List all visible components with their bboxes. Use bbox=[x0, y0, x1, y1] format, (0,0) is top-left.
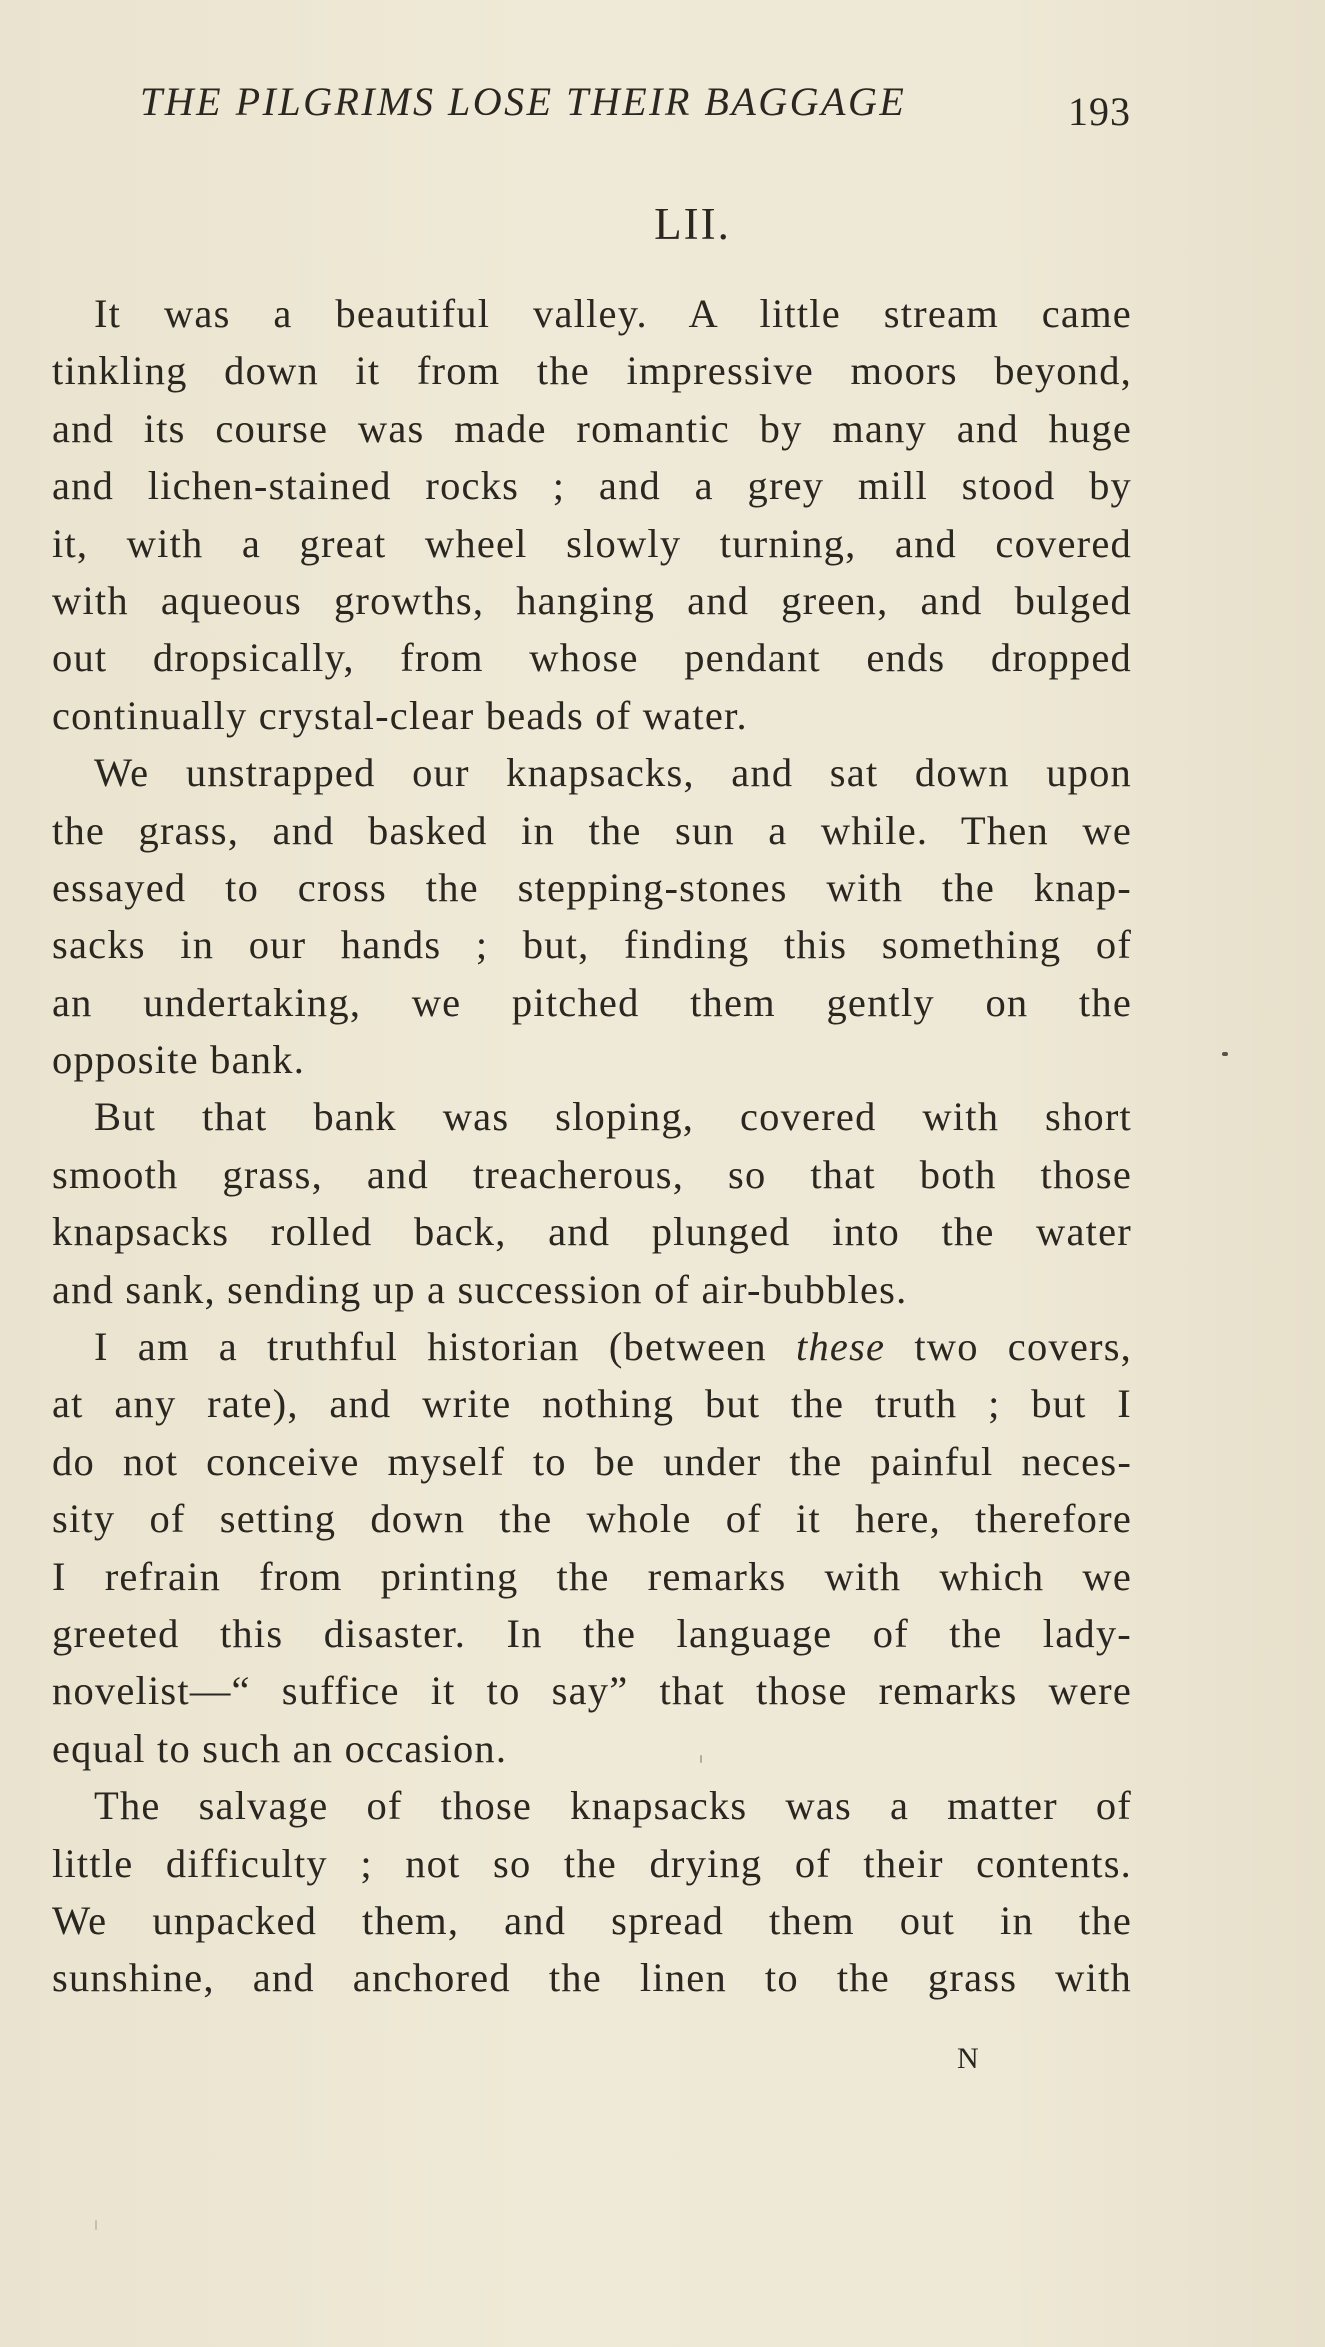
italic-word: these bbox=[796, 1324, 886, 1370]
text-line: with aqueous growths, hanging and green, and bulged bbox=[52, 577, 1132, 623]
text-line: novelist—“ suffice it to say” that those remarks were bbox=[52, 1668, 1132, 1714]
text-line: the grass, and basked in the sun a while. Then we bbox=[52, 807, 1132, 853]
text-fragment: two covers, bbox=[914, 1324, 1133, 1370]
text-line: It was a beautiful valley. A little stream came bbox=[94, 291, 1132, 336]
text-line: knapsacks rolled back, and plunged into the water bbox=[52, 1209, 1132, 1255]
text-line: opposite bank. bbox=[52, 1037, 306, 1083]
text-line: sunshine, and anchored the linen to the grass with bbox=[52, 1955, 1132, 2001]
chapter-text bbox=[52, 285, 1132, 2007]
text-line: and sank, sending up a succession of air-bubbles. bbox=[52, 1266, 908, 1312]
text-line: out dropsically, from whose pendant ends dropped bbox=[52, 635, 1132, 681]
running-title: THE PILGRIMS LOSE THEIR BAGGAGE bbox=[140, 79, 907, 124]
text-line: do not conceive myself to be under the painful neces- bbox=[52, 1438, 1132, 1484]
page-number: 193 bbox=[1068, 89, 1131, 134]
text-line: and its course was made romantic by many and huge bbox=[52, 405, 1132, 451]
text-line: and lichen-stained rocks ; and a grey mill stood by bbox=[52, 463, 1132, 509]
text-line: sacks in our hands ; but, finding this something of bbox=[52, 922, 1132, 968]
text-line bbox=[52, 1318, 1132, 1375]
text-line: tinkling down it from the impressive moors beyond, bbox=[52, 348, 1132, 394]
text-line: equal to such an occasion. bbox=[52, 1725, 508, 1771]
text-line: greeted this disaster. In the language of the lady- bbox=[52, 1610, 1132, 1656]
text-line: it, with a great wheel slowly turning, and covered bbox=[52, 520, 1132, 566]
ink-speck bbox=[1222, 1052, 1228, 1056]
text-line: We unpacked them, and spread them out in the bbox=[52, 1897, 1132, 1943]
text-line: at any rate), and write nothing but the truth ; but I bbox=[52, 1381, 1132, 1427]
text-line: The salvage of those knapsacks was a matter of bbox=[94, 1783, 1132, 1829]
text-line: But that bank was sloping, covered with short bbox=[94, 1094, 1132, 1140]
text-line: sity of setting down the whole of it here, therefore bbox=[52, 1496, 1132, 1542]
chapter-number: LII. bbox=[654, 199, 731, 249]
text-line: We unstrapped our knapsacks, and sat down upon bbox=[94, 750, 1132, 796]
text-line: smooth grass, and treacherous, so that both those bbox=[52, 1151, 1132, 1197]
text-line: continually crystal-clear beads of water. bbox=[52, 692, 748, 738]
text-line: essayed to cross the stepping-stones with the knap- bbox=[52, 864, 1132, 910]
running-head bbox=[140, 78, 1140, 148]
ink-speck bbox=[95, 2220, 97, 2230]
text-line: little difficulty ; not so the drying of their contents. bbox=[52, 1840, 1132, 1886]
text-fragment: I am a truthful historian (between bbox=[94, 1324, 767, 1370]
ink-speck bbox=[700, 1755, 702, 1763]
signature-mark: N bbox=[957, 2042, 980, 2075]
text-line: an undertaking, we pitched them gently on the bbox=[52, 979, 1132, 1025]
text-line: I refrain from printing the remarks with which we bbox=[52, 1553, 1132, 1599]
